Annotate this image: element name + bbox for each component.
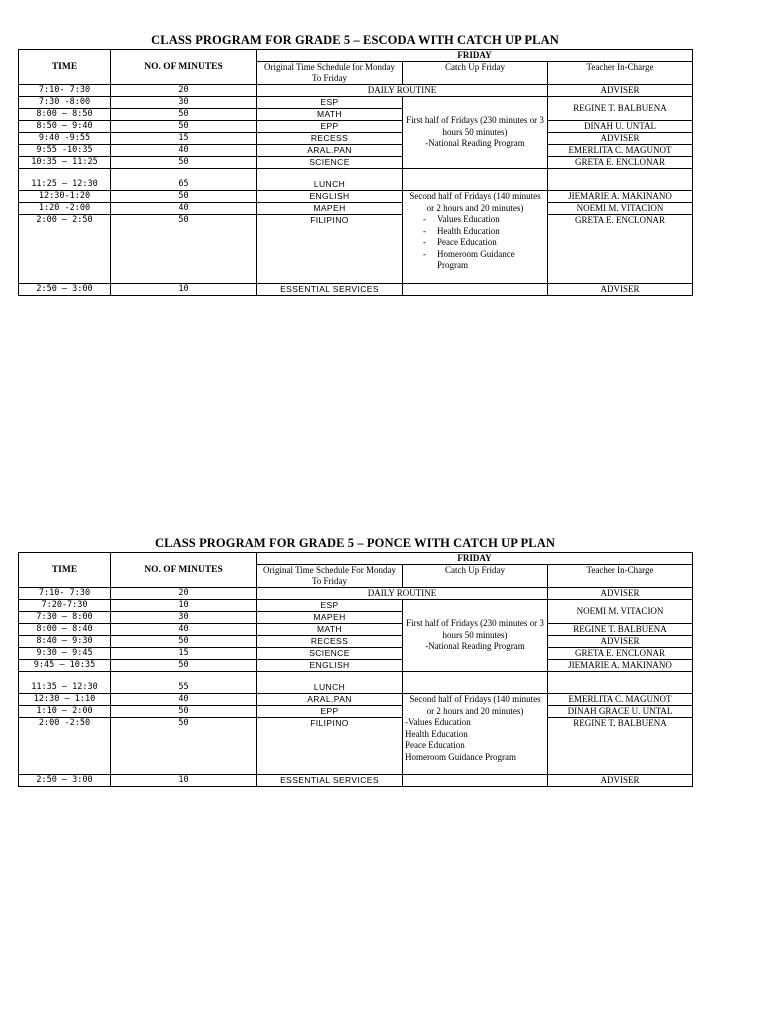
minutes-cell: 20 — [111, 588, 257, 600]
table-row — [19, 694, 693, 706]
table-row — [19, 169, 693, 191]
header-minutes: NO. OF MINUTES — [111, 553, 257, 588]
empty-cell — [548, 169, 693, 191]
table-row — [19, 648, 693, 660]
subject-cell: EPP — [257, 121, 403, 133]
teacher-cell: DINAH GRACE U. UNTAL — [548, 706, 693, 718]
minutes-cell: 40 — [111, 694, 257, 706]
list-item: - Peace Education — [405, 237, 545, 249]
subject-cell: RECESS — [257, 133, 403, 145]
minutes-cell: 30 — [111, 612, 257, 624]
second-half-friday-cell — [403, 191, 548, 284]
teacher-cell: EMERLITA C. MAGUNOT — [548, 145, 693, 157]
first-half-program: -National Reading Program — [425, 138, 525, 149]
time-cell: 7:10- 7:30 — [19, 85, 111, 97]
table-row — [19, 636, 693, 648]
minutes-cell: 50 — [111, 121, 257, 133]
subject-cell: MAPEH — [257, 612, 403, 624]
time-cell: 2:50 – 3:00 — [19, 775, 111, 787]
table-row — [19, 85, 693, 97]
table-row — [19, 97, 693, 109]
minutes-cell: 40 — [111, 203, 257, 215]
second-half-list — [405, 214, 545, 272]
header-minutes: NO. OF MINUTES — [111, 50, 257, 85]
teacher-cell: GRETA E. ENCLONAR — [548, 215, 693, 284]
list-item: Homeroom Guidance Program — [405, 751, 516, 762]
subject-cell: ENGLISH — [257, 660, 403, 672]
time-cell: 9:45 – 10:35 — [19, 660, 111, 672]
subject-cell: MATH — [257, 624, 403, 636]
table-row — [19, 203, 693, 215]
time-cell: 7:30 -8:00 — [19, 97, 111, 109]
header-catch-up-friday: Catch Up Friday — [403, 62, 548, 85]
table-row — [19, 624, 693, 636]
minutes-cell: 50 — [111, 706, 257, 718]
header-friday: FRIDAY — [257, 553, 693, 565]
subject-cell: ARAL.PAN — [257, 694, 403, 706]
daily-routine-cell: DAILY ROUTINE — [257, 85, 548, 97]
program-title: CLASS PROGRAM FOR GRADE 5 – ESCODA WITH CATCH UP PLAN — [151, 33, 559, 47]
table-row — [19, 215, 693, 284]
teacher-cell: ADVISER — [548, 133, 693, 145]
minutes-cell: 10 — [111, 775, 257, 787]
subject-cell: LUNCH — [257, 672, 403, 694]
table-row — [19, 775, 693, 787]
time-cell: 9:55 -10:35 — [19, 145, 111, 157]
teacher-cell: ADVISER — [548, 284, 693, 296]
subject-cell: ENGLISH — [257, 191, 403, 203]
table-row — [19, 706, 693, 718]
header-original-schedule: Original Time Schedule for Monday To Friday — [257, 62, 403, 85]
time-cell: 8:00 – 8:50 — [19, 109, 111, 121]
minutes-cell: 20 — [111, 85, 257, 97]
time-cell: 7:20-7:30 — [19, 600, 111, 612]
teacher-cell: ADVISER — [548, 588, 693, 600]
second-half-friday-cell — [403, 694, 548, 775]
empty-cell — [403, 169, 548, 191]
teacher-cell: NOEMI M. VITACION — [548, 600, 693, 624]
daily-routine-cell: DAILY ROUTINE — [257, 588, 548, 600]
table-row — [19, 145, 693, 157]
subject-cell: ESP — [257, 97, 403, 109]
subject-cell: MATH — [257, 109, 403, 121]
first-half-friday-cell — [403, 97, 548, 169]
list-item: - Homeroom Guidance Program — [405, 249, 545, 272]
empty-cell — [403, 672, 548, 694]
time-cell: 2:50 – 3:00 — [19, 284, 111, 296]
header-original-schedule: Original Time Schedule For Monday To Friday — [257, 565, 403, 588]
time-cell: 12:30-1:20 — [19, 191, 111, 203]
list-item: - Health Education — [405, 226, 545, 238]
list-item: Health Education — [405, 728, 468, 739]
teacher-cell: DINAH U. UNTAL — [548, 121, 693, 133]
time-cell: 10:35 – 11:25 — [19, 157, 111, 169]
time-cell: 8:50 – 9:40 — [19, 121, 111, 133]
first-half-friday-cell — [403, 600, 548, 672]
minutes-cell: 40 — [111, 145, 257, 157]
minutes-cell: 10 — [111, 600, 257, 612]
minutes-cell: 15 — [111, 133, 257, 145]
subject-cell: FILIPINO — [257, 215, 403, 284]
header-catch-up-friday: Catch Up Friday — [403, 565, 548, 588]
table-row — [19, 588, 693, 600]
list-item: Peace Education — [405, 740, 465, 750]
first-half-program: -National Reading Program — [425, 641, 525, 652]
table-row — [19, 157, 693, 169]
class-program-table — [18, 49, 693, 296]
teacher-cell: JIEMARIE A. MAKINANO — [548, 191, 693, 203]
minutes-cell: 15 — [111, 648, 257, 660]
time-cell: 12:30 – 1:10 — [19, 694, 111, 706]
time-cell: 9:40 -9:55 — [19, 133, 111, 145]
time-cell: 11:35 – 12:30 — [19, 672, 111, 694]
teacher-cell: NOEMI M. VITACION — [548, 203, 693, 215]
subject-cell: SCIENCE — [257, 648, 403, 660]
table-row — [19, 660, 693, 672]
teacher-cell: GRETA E. ENCLONAR — [548, 648, 693, 660]
teacher-cell: ADVISER — [548, 636, 693, 648]
subject-cell: LUNCH — [257, 169, 403, 191]
table-row — [19, 121, 693, 133]
subject-cell: ESP — [257, 600, 403, 612]
time-cell: 7:10- 7:30 — [19, 588, 111, 600]
table-row — [19, 133, 693, 145]
list-item: -Values Education — [405, 717, 471, 727]
minutes-cell: 40 — [111, 624, 257, 636]
minutes-cell: 10 — [111, 284, 257, 296]
teacher-cell: JIEMARIE A. MAKINANO — [548, 660, 693, 672]
subject-cell: ESSENTIAL SERVICES — [257, 284, 403, 296]
minutes-cell: 50 — [111, 215, 257, 284]
header-friday: FRIDAY — [257, 50, 693, 62]
minutes-cell: 50 — [111, 660, 257, 672]
empty-cell — [403, 284, 548, 296]
teacher-cell: REGINE T. BALBUENA — [548, 718, 693, 775]
header-time: TIME — [19, 553, 111, 588]
header-time: TIME — [19, 50, 111, 85]
time-cell: 2:00 -2:50 — [19, 718, 111, 775]
second-half-text: Second half of Fridays (140 minutes or 2 hours and 20 minutes) — [409, 694, 541, 716]
time-cell: 8:40 – 9:30 — [19, 636, 111, 648]
teacher-cell: ADVISER — [548, 775, 693, 787]
first-half-text: First half of Fridays (230 minutes or 3 hours 50 minutes) — [406, 115, 544, 137]
time-cell: 9:30 – 9:45 — [19, 648, 111, 660]
subject-cell: ESSENTIAL SERVICES — [257, 775, 403, 787]
table-row — [19, 600, 693, 612]
table-row — [19, 191, 693, 203]
empty-cell — [548, 672, 693, 694]
time-cell: 7:30 – 8:00 — [19, 612, 111, 624]
minutes-cell: 50 — [111, 636, 257, 648]
teacher-cell: EMERLITA C. MAGUNOT — [548, 694, 693, 706]
subject-cell: MAPEH — [257, 203, 403, 215]
time-cell: 8:00 – 8:40 — [19, 624, 111, 636]
first-half-text: First half of Fridays (230 minutes or 3 hours 50 minutes) — [406, 618, 544, 640]
table-row — [19, 284, 693, 296]
minutes-cell: 65 — [111, 169, 257, 191]
teacher-cell: REGINE T. BALBUENA — [548, 624, 693, 636]
header-teacher: Teacher In-Charge — [548, 62, 693, 85]
list-item: - Values Education — [405, 214, 545, 226]
subject-cell: EPP — [257, 706, 403, 718]
time-cell: 11:25 – 12:30 — [19, 169, 111, 191]
table-row — [19, 718, 693, 775]
teacher-cell: REGINE T. BALBUENA — [548, 97, 693, 121]
subject-cell: RECESS — [257, 636, 403, 648]
subject-cell: ARAL.PAN — [257, 145, 403, 157]
minutes-cell: 50 — [111, 109, 257, 121]
minutes-cell: 50 — [111, 191, 257, 203]
minutes-cell: 30 — [111, 97, 257, 109]
time-cell: 1:10 – 2:00 — [19, 706, 111, 718]
teacher-cell: GRETA E. ENCLONAR — [548, 157, 693, 169]
header-teacher: Teacher In-Charge — [548, 565, 693, 588]
subject-cell: SCIENCE — [257, 157, 403, 169]
table-row — [19, 672, 693, 694]
minutes-cell: 50 — [111, 718, 257, 775]
empty-cell — [403, 775, 548, 787]
minutes-cell: 55 — [111, 672, 257, 694]
time-cell: 2:00 – 2:50 — [19, 215, 111, 284]
subject-cell: FILIPINO — [257, 718, 403, 775]
program-title: CLASS PROGRAM FOR GRADE 5 – PONCE WITH CATCH UP PLAN — [155, 536, 555, 550]
minutes-cell: 50 — [111, 157, 257, 169]
teacher-cell: ADVISER — [548, 85, 693, 97]
class-program-table — [18, 552, 693, 787]
time-cell: 1:20 -2:00 — [19, 203, 111, 215]
second-half-text: Second half of Fridays (140 minutes or 2 hours and 20 minutes) — [409, 191, 541, 213]
